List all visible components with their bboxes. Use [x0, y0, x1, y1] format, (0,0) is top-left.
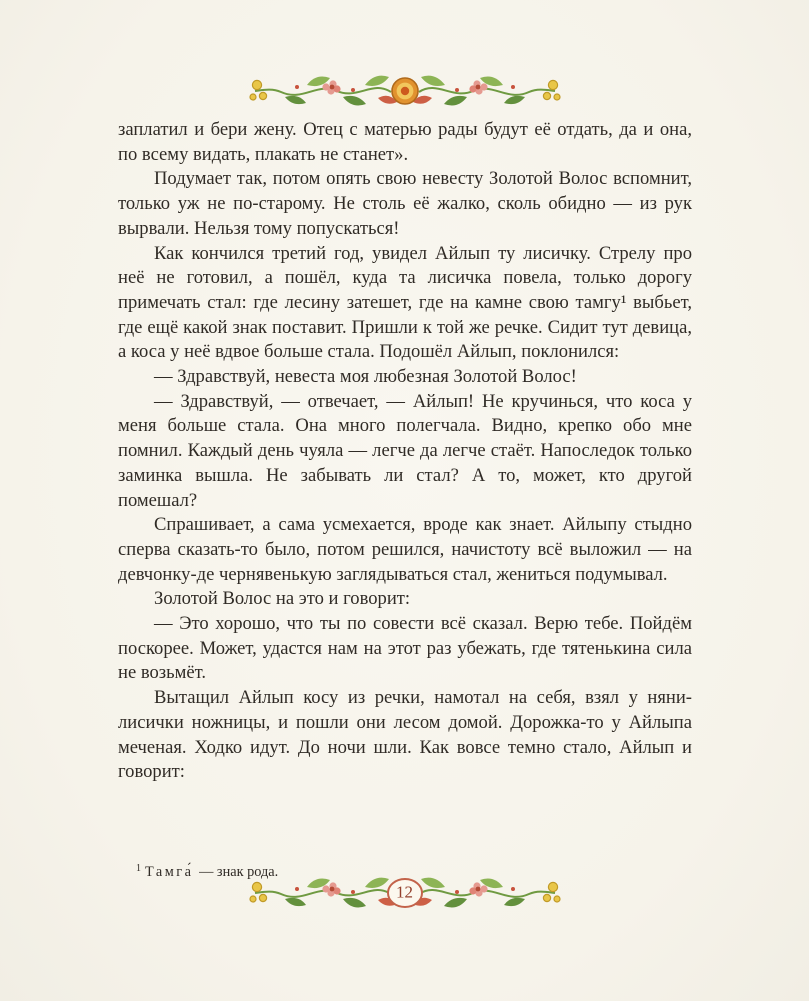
paragraph: заплатил и бери жену. Отец с матерью рады будут её отдать, да и она, по всему видать, плакать не станет».	[118, 119, 692, 165]
paragraph: — Здравствуй, — отвечает, — Айлып! Не кручинься, что коса у меня больше стала. Она много полегчала. Видно, крепко обо мне помнил. Каждый день чуяла — легче да легче стаёт. Напоследок только заминка вышла. Не забывать ли стал? А то, может, кто другой помешал?	[118, 390, 692, 511]
paragraph: — Здравствуй, невеста моя любезная Золотой Волос!	[154, 366, 577, 388]
footnote-marker: 1	[136, 862, 141, 874]
paragraph: Подумает так, потом опять свою невесту Золотой Волос вспомнит, только уж не по-старому. Не столь её жалко, сколь обидно — из рук вырвали. Нельзя тому попускаться!	[118, 168, 692, 239]
bottom-ornament	[245, 872, 565, 916]
page-number: 12	[396, 882, 413, 902]
paragraph: Золотой Волос на это и говорит:	[154, 588, 411, 610]
paragraph: Как кончился третий год, увидел Айлып ту лисичку. Стрелу про неё не готовил, а пошёл, куда та лисичка повела, только дорогу примечать стал: где лесину затешет, где на камне свою тамгу¹ выбьет, где ещё какой знак поставит. Пришли к той же речке. Сидит тут девица, а коса у неё вдвое больше стала. Подошёл Айлып, поклонился:	[118, 242, 692, 363]
paragraph: — Это хорошо, что ты по совести всё сказал. Верю тебе. Пойдём поскорее. Может, удастся нам на этот раз убежать, где тятенькина сила не возьмёт.	[118, 613, 692, 684]
footnote-term: Тамга́	[145, 864, 194, 881]
floral-garland-icon	[245, 70, 565, 114]
top-ornament	[245, 70, 565, 114]
paragraph: Спрашивает, а сама усмехается, вроде как знает. Айлыпу стыдно сперва сказать-то было, потом решился, начистоту всё выложил — на девчонку-де чернявенькую заглядываться стал, жениться подумывал.	[118, 514, 692, 585]
text-block	[118, 118, 692, 785]
footnote-text: — знак рода.	[199, 864, 279, 881]
paragraph: Вытащил Айлып косу из речки, намотал на себя, взял у няни-лисички ножницы, и пошли они лесом домой. Дорожка-то у Айлыпа меченая. Ходко идут. До ночи шли. Как вовсе темно стало, Айлып и говорит:	[118, 687, 692, 783]
